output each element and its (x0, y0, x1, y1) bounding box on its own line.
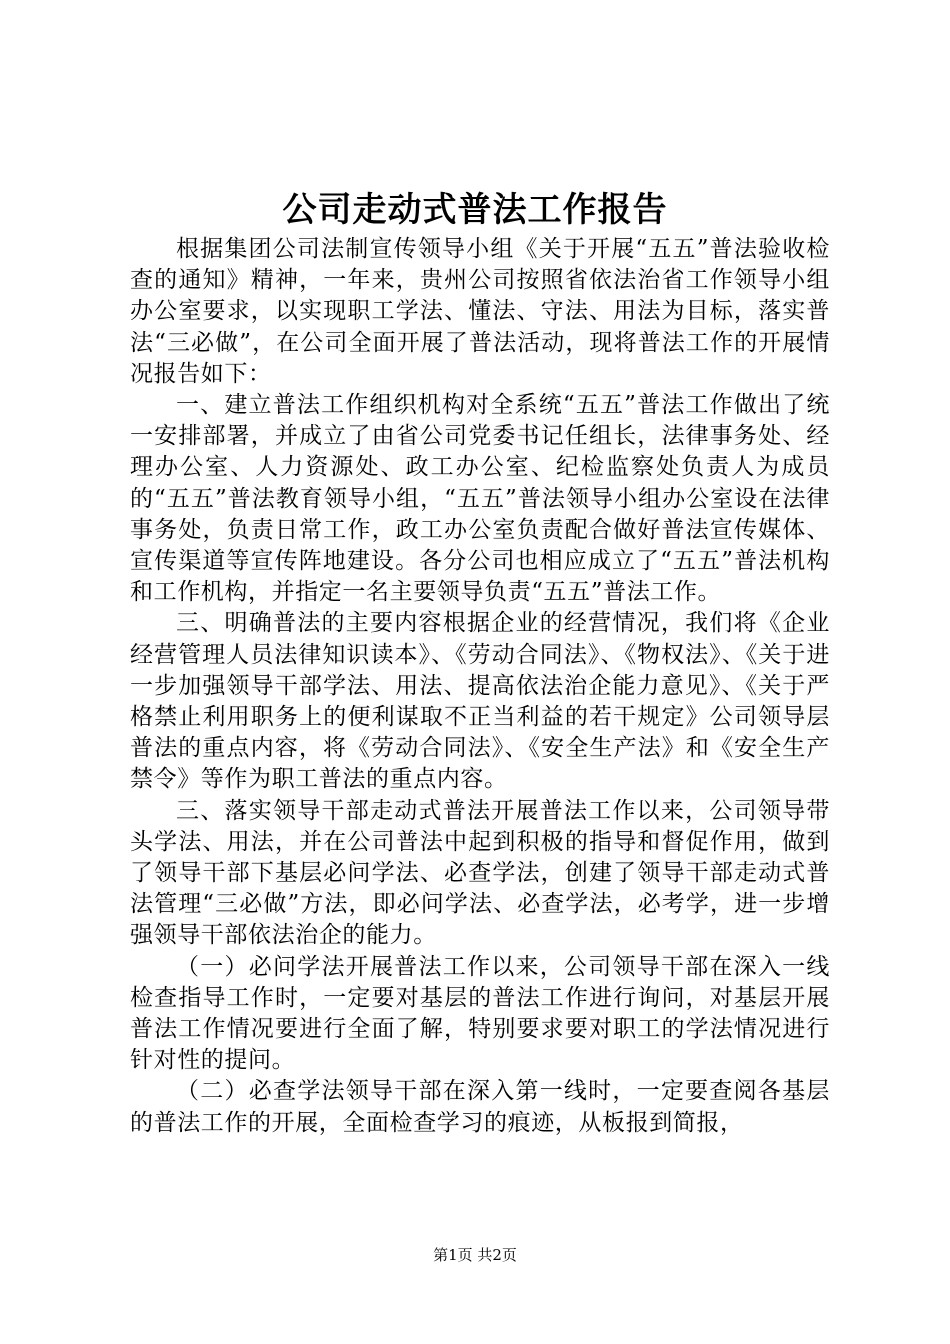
paragraph-intro: 根据集团公司法制宣传领导小组《关于开展“五五”普法验收检查的通知》精神，一年来，贵州公司按照省依法治省工作领导小组办公室要求，以实现职工学法、懂法、守法、用法为目标，落实普法“三必做”，在公司全面开展了普法活动，现将普法工作的开展情况报告如下： (130, 236, 830, 387)
document-title: 公司走动式普法工作报告 (282, 190, 668, 230)
paragraph-must-ask: （一）必问学法开展普法工作以来，公司领导干部在深入一线检查指导工作时，一定要对基层的普法工作进行询问，对基层开展普法工作情况要进行全面了解，特别要求要对职工的学法情况进行针对性的提问。 (130, 953, 830, 1074)
page-footer: 第1页 共2页 (433, 1246, 517, 1264)
paragraph-leadership: 三、落实领导干部走动式普法开展普法工作以来，公司领导带头学法、用法，并在公司普法中起到积极的指导和督促作用，做到了领导干部下基层必问学法、必查学法，创建了领导干部走动式普法管理“三必做”方法，即必问学法、必查学法，必考学，进一步增强领导干部依法治企的能力。 (130, 797, 830, 949)
paragraph-must-check: （二）必查学法领导干部在深入第一线时，一定要查阅各基层的普法工作的开展，全面检查学习的痕迹，从板报到简报， (130, 1078, 830, 1136)
document-body (130, 234, 830, 1139)
paragraph-content: 三、明确普法的主要内容根据企业的经营情况，我们将《企业经营管理人员法律知识读本》、《劳动合同法》、《物权法》、《关于进一步加强领导干部学法、用法、提高依法治企能力意见》、《关于严格禁止利用职务上的便利谋取不正当利益的若干规定》公司领导层普法的重点内容，将《劳动合同法》、《安全生产法》和《安全生产禁令》等作为职工普法的重点内容。 (130, 610, 830, 793)
paragraph-organization: 一、建立普法工作组织机构对全系统“五五”普法工作做出了统一安排部署，并成立了由省公司党委书记任组长，法律事务处、经理办公室、人力资源处、政工办公室、纪检监察处负责人为成员的“五五”普法教育领导小组，“五五”普法领导小组办公室设在法律事务处，负责日常工作，政工办公室负责配合做好普法宣传媒体、宣传渠道等宣传阵地建设。各分公司也相应成立了“五五”普法机构和工作机构，并指定一名主要领导负责“五五”普法工作。 (130, 392, 830, 606)
